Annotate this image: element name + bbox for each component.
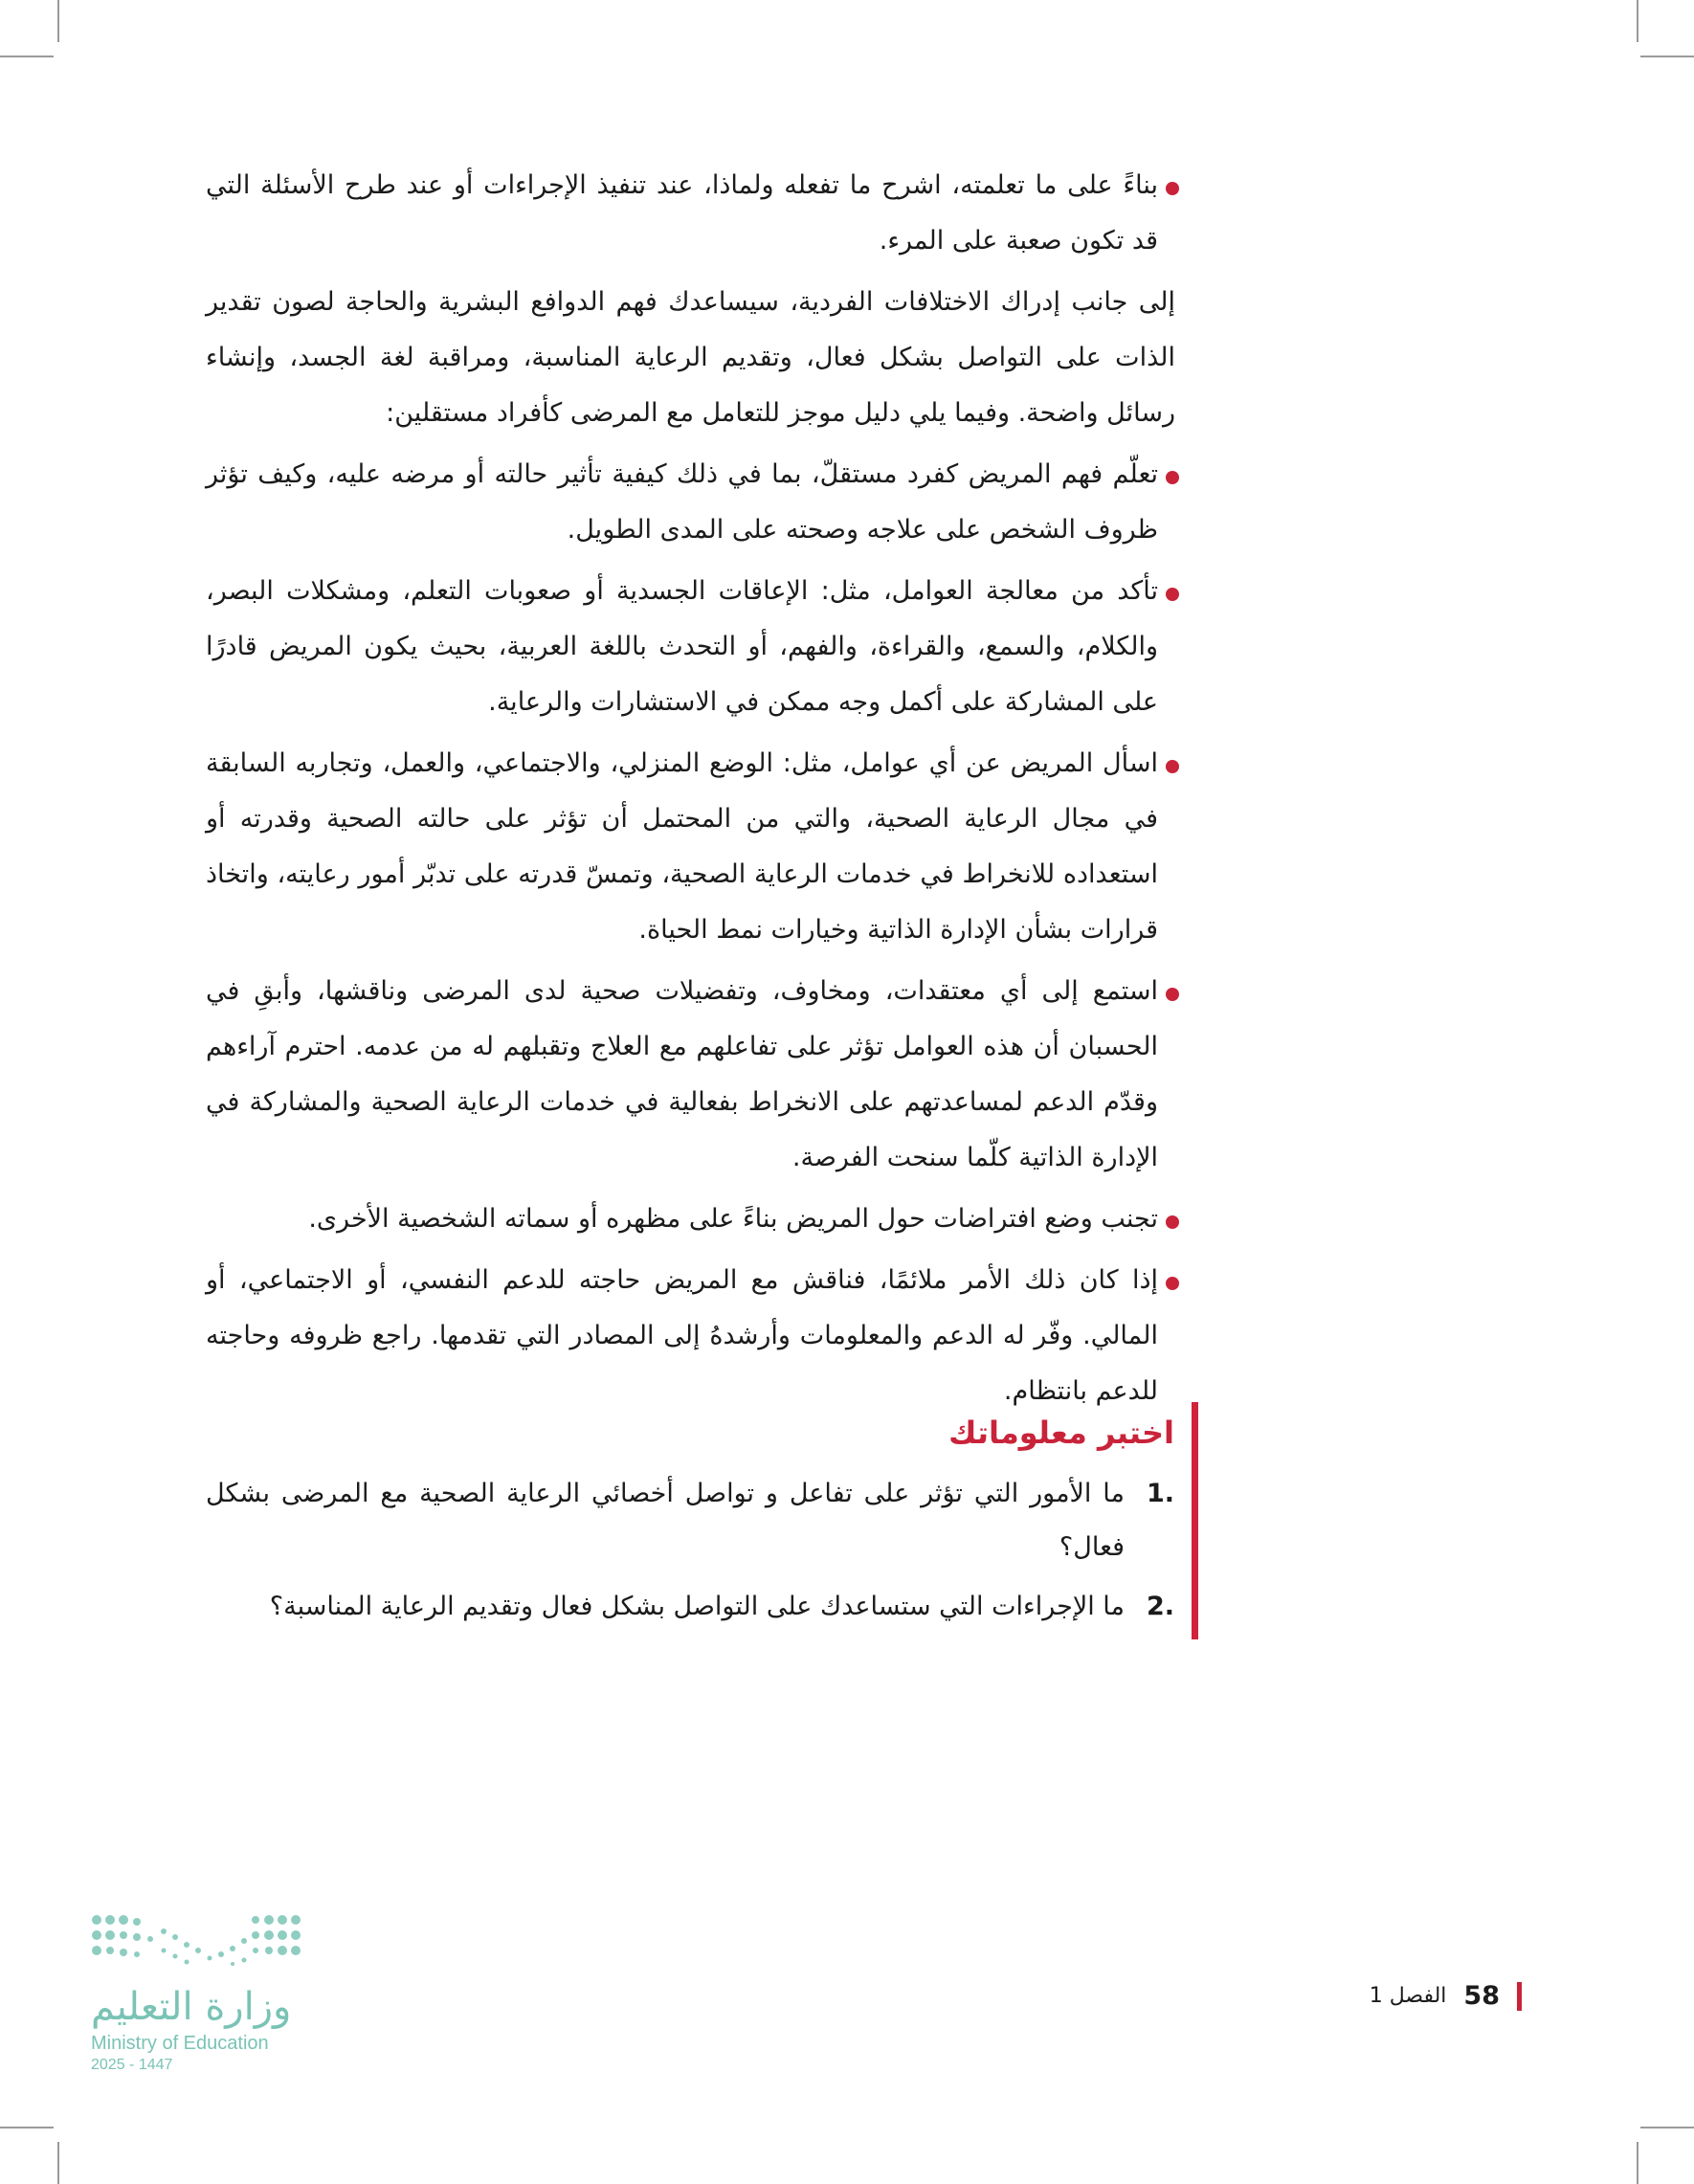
bullet-text: بناءً على ما تعلمته، اشرح ما تفعله ولماذا، عند تنفيذ الإجراءات أو عند طرح الأسئلة التي قد تكون صعبة على المرء. (206, 170, 1158, 256)
bullet-item (206, 564, 1177, 730)
crop-mark (1640, 56, 1694, 57)
crop-mark (0, 56, 54, 57)
bullet-text: تجنب وضع افتراضات حول المريض بناءً على مظهره أو سماته الشخصية الأخرى. (308, 1204, 1158, 1234)
bullet-item (206, 964, 1177, 1186)
quiz-box (206, 1402, 1198, 1639)
bullet-dot-icon (1166, 471, 1179, 484)
bullet-item (206, 1253, 1177, 1419)
bullet-text: إذا كان ذلك الأمر ملائمًا، فناقش مع المريض حاجته للدعم النفسي، أو الاجتماعي، أو المالي. وفّر له الدعم والمعلومات وأرشدهُ إلى المصادر التي تقدمها. راجع ظروفه وحاجته للدعم بانتظام. (206, 1265, 1158, 1406)
quiz-question (206, 1467, 1174, 1574)
bullet-item (206, 1192, 1177, 1247)
bullet-dot-icon (1166, 588, 1179, 601)
logo-year-text: 2025 - 1447 (91, 2057, 173, 2073)
bullet-dot-icon (1166, 1277, 1179, 1290)
logo-arabic-text: وزارة التعليم (91, 1985, 292, 2029)
ministry-logo (91, 1912, 321, 2074)
bullet-text: تأكد من معالجة العوامل، مثل: الإعاقات الجسدية أو صعوبات التعلم، ومشكلات البصر، والكلام، والسمع، والقراءة، والفهم، أو التحدث باللغة العربية، بحيث يكون المريض قادرًا على المشاركة على أكمل وجه ممكن في الاستشارات والرعاية. (206, 576, 1158, 717)
bullet-dot-icon (1166, 988, 1179, 1001)
chapter-label: الفصل 1 (1369, 1984, 1447, 2008)
quiz-question (206, 1580, 1174, 1634)
bullet-item (206, 736, 1177, 958)
bullet-item (206, 158, 1177, 269)
ministry-dots-icon (91, 1912, 301, 1972)
crop-mark (0, 2127, 54, 2128)
bullet-dot-icon (1166, 760, 1179, 773)
intro-paragraph: إلى جانب إدراك الاختلافات الفردية، سيساعدك فهم الدوافع البشرية والحاجة لصون تقدير الذات على التواصل بشكل فعال، وتقديم الرعاية المناسبة، ومراقبة لغة الجسد، وإنشاء رسائل واضحة. وفيما يلي دليل موجز للتعامل مع المرضى كأفراد مستقلين: (206, 287, 1175, 428)
question-text: ما الإجراءات التي ستساعدك على التواصل بشكل فعال وتقديم الرعاية المناسبة؟ (269, 1592, 1125, 1621)
bullet-text: استمع إلى أي معتقدات، ومخاوف، وتفضيلات صحية لدى المرضى وناقشها، وأبقِ في الحسبان أن هذه العوامل تؤثر على تفاعلهم مع العلاج وتقبلهم له من عدمه. احترم آراءهم وقدّم الدعم لمساعدتهم على الانخراط بفعالية في خدمات الرعاية الصحية والمشاركة في الإدارة الذاتية كلّما سنحت الفرصة. (206, 976, 1158, 1172)
page-footer (1370, 1981, 1522, 2011)
crop-mark (1637, 2142, 1638, 2184)
question-number: .2 (1146, 1592, 1174, 1621)
bullet-dot-icon (1166, 182, 1179, 195)
footer-accent-bar (1517, 1982, 1522, 2011)
bullet-item (206, 447, 1177, 558)
question-text: ما الأمور التي تؤثر على تفاعل و تواصل أخصائي الرعاية الصحية مع المرضى بشكل فعال؟ (206, 1479, 1125, 1562)
bullet-dot-icon (1166, 1215, 1179, 1229)
quiz-title: اختبر معلوماتك (948, 1415, 1174, 1451)
bullet-text: تعلّم فهم المريض كفرد مستقلّ، بما في ذلك كيفية تأثير حالته أو مرضه عليه، وكيف تؤثر ظروف الشخص على علاجه وصحته على المدى الطويل. (206, 459, 1158, 545)
bullet-text: اسأل المريض عن أي عوامل، مثل: الوضع المنزلي، والاجتماعي، والعمل، وتجاربه السابقة في مجال الرعاية الصحية، والتي من المحتمل أن تؤثر على حالته الصحية وقدرته أو استعداده للانخراط في خدمات الرعاية الصحية، وتمسّ قدرته على تدبّر أمور رعايته، واتخاذ قرارات بشأن الإدارة الذاتية وخيارات نمط الحياة. (206, 748, 1158, 945)
page-body (206, 158, 1177, 1425)
crop-mark (1637, 0, 1638, 42)
crop-mark (57, 2142, 59, 2184)
crop-mark (1640, 2127, 1694, 2128)
crop-mark (57, 0, 59, 42)
logo-english-text: Ministry of Education (91, 2033, 269, 2054)
page-number: 58 (1463, 1981, 1500, 2011)
question-number: .1 (1146, 1479, 1174, 1508)
